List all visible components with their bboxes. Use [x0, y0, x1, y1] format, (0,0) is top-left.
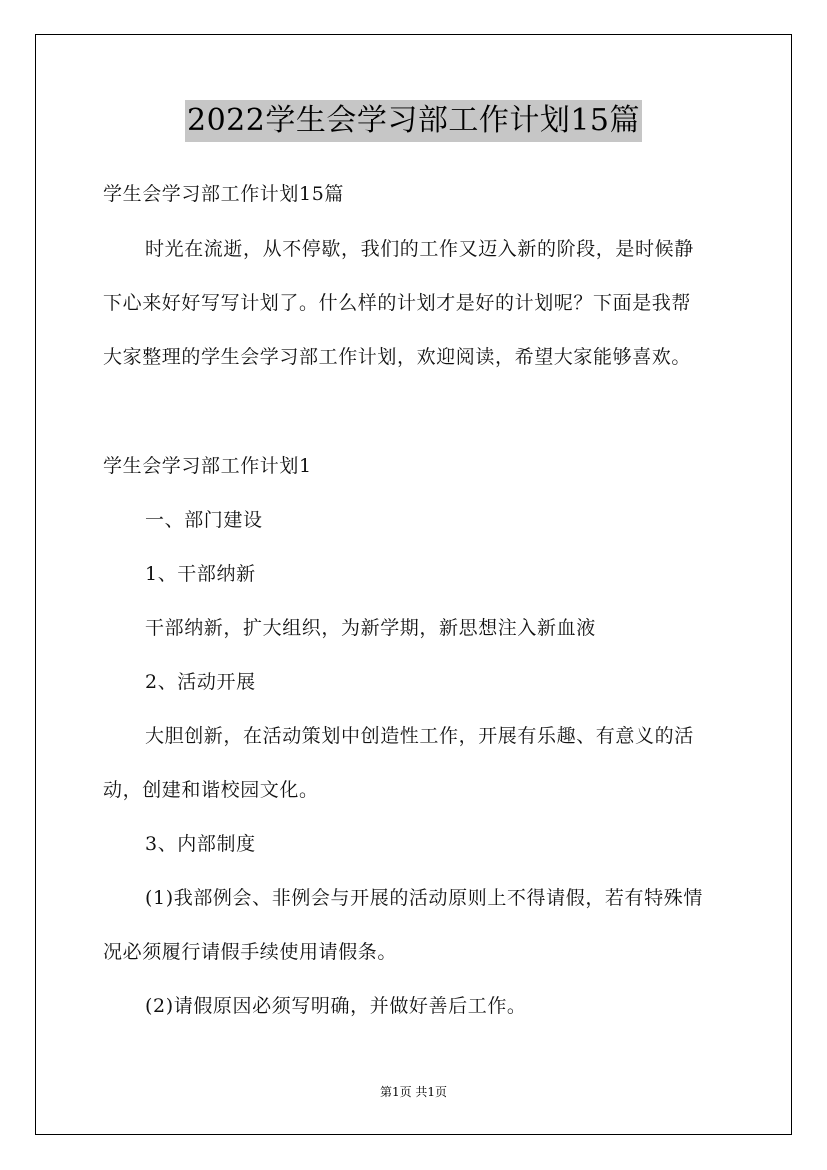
item-heading-2: 2、活动开展	[145, 671, 256, 693]
document-title: 2022学生会学习部工作计划15篇	[185, 100, 642, 142]
page-footer: 第1页 共1页	[379, 1085, 448, 1099]
paragraph-line: 干部纳新，扩大组织，为新学期，新思想注入新血液	[145, 617, 596, 639]
subheading-department: 一、部门建设	[145, 509, 263, 531]
paragraph-line: 况必须履行请假手续使用请假条。	[103, 941, 398, 963]
paragraph-line: 大胆创新，在活动策划中创造性工作，开展有乐趣、有意义的活	[145, 725, 694, 747]
intro-line-2: 下心来好好写写计划了。什么样的计划才是好的计划呢？下面是我帮	[103, 292, 692, 314]
item-heading-1: 1、干部纳新	[145, 563, 256, 585]
title-container	[0, 100, 827, 142]
paragraph-line: (2)请假原因必须写明确，并做好善后工作。	[145, 995, 527, 1017]
intro-line-1: 时光在流逝，从不停歇，我们的工作又迈入新的阶段，是时候静	[145, 238, 694, 260]
section-heading: 学生会学习部工作计划1	[103, 455, 312, 477]
item-heading-3: 3、内部制度	[145, 833, 256, 855]
paragraph-line: (1)我部例会、非例会与开展的活动原则上不得请假，若有特殊情	[145, 887, 703, 909]
paragraph-line: 动，创建和谐校园文化。	[103, 779, 319, 801]
subtitle-line: 学生会学习部工作计划15篇	[103, 183, 344, 205]
intro-line-3: 大家整理的学生会学习部工作计划，欢迎阅读，希望大家能够喜欢。	[103, 346, 692, 368]
